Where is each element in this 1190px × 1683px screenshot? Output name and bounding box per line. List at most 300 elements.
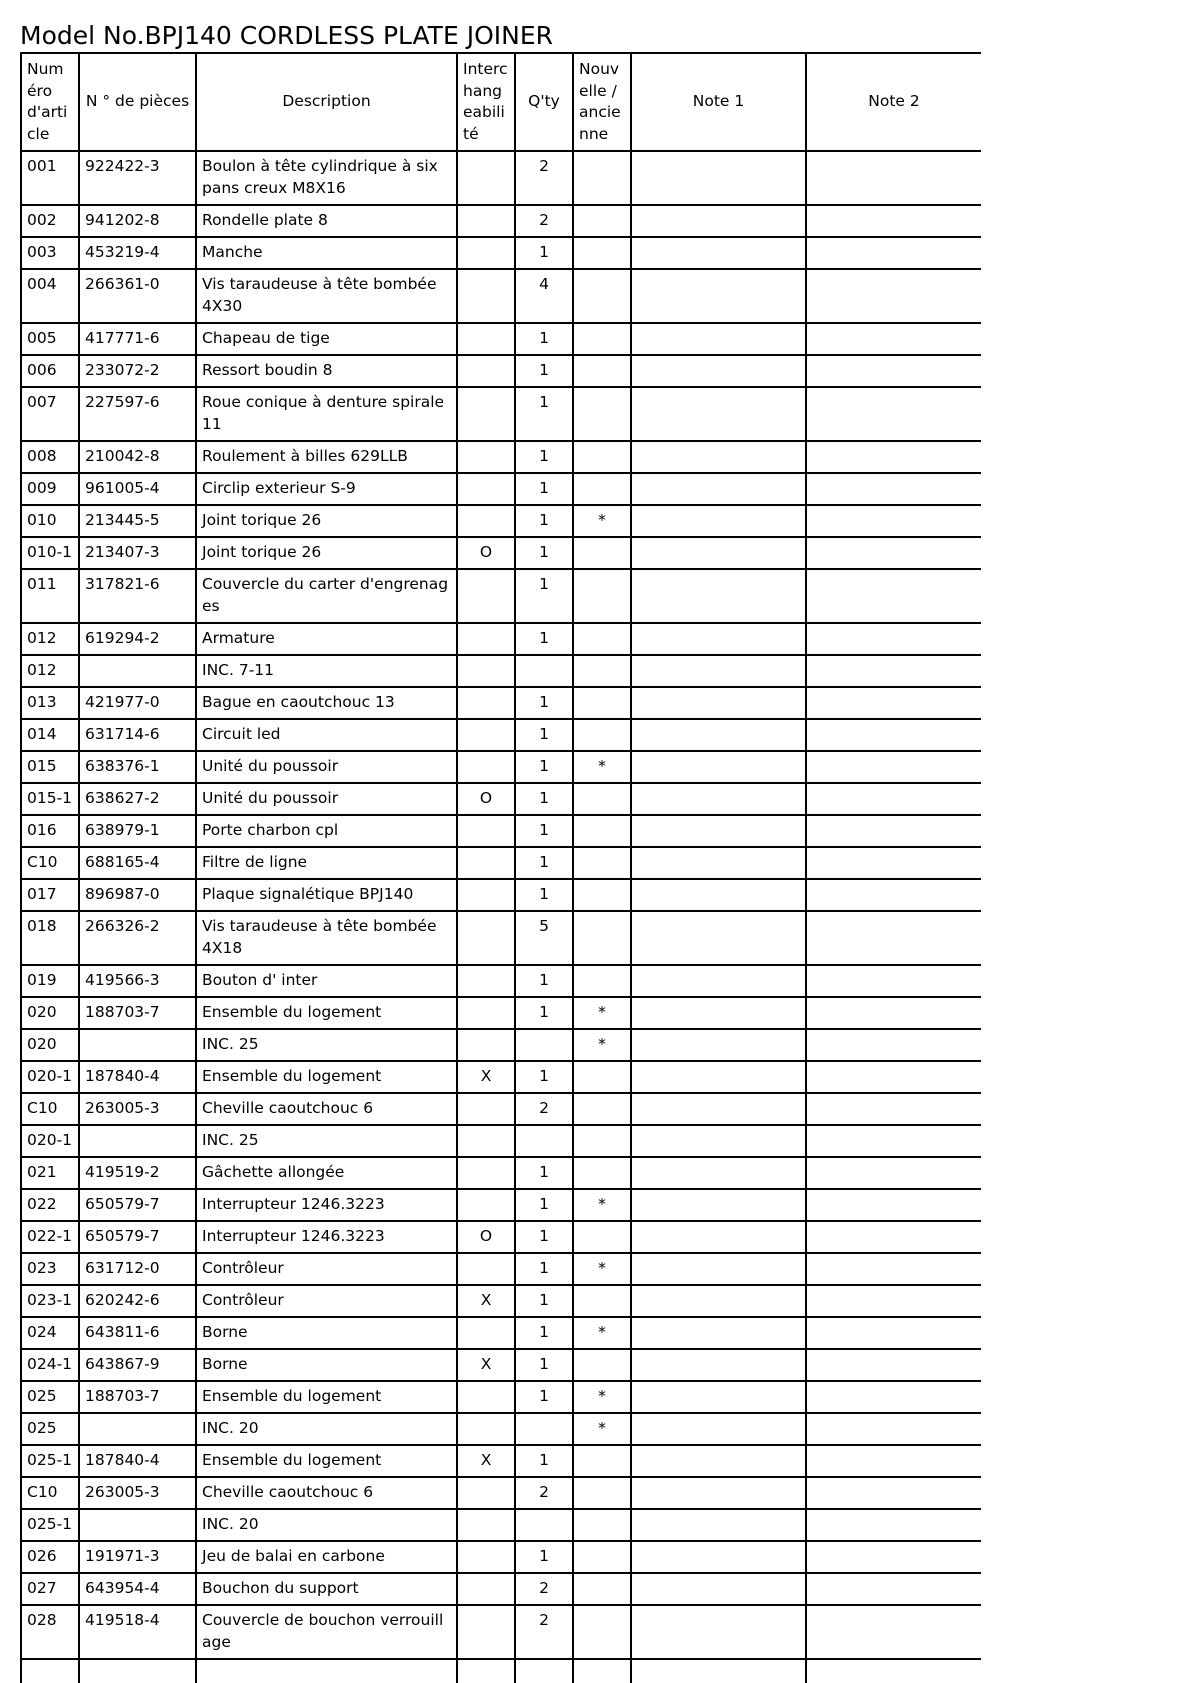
cell-item-no: 002 [21,205,79,237]
cell-part-no: 317821-6 [79,569,196,623]
cell-qty [515,1509,573,1541]
cell-description: Roulement à billes 629LLB [196,441,457,473]
cell-description: Ensemble du logement [196,997,457,1029]
cell-interchangeability [457,1029,515,1061]
table-row [21,1413,981,1445]
cell-note2 [806,1541,981,1573]
cell-note2 [806,269,981,323]
cell-interchangeability [457,687,515,719]
table-row [21,1349,981,1381]
cell-note1 [631,1317,806,1349]
cell-interchangeability [457,751,515,783]
table-row [21,879,981,911]
cell-item-no: 015 [21,751,79,783]
cell-interchangeability [457,1125,515,1157]
cell-note2 [806,1605,981,1659]
cell-item-no: 010 [21,505,79,537]
cell-note2 [806,751,981,783]
cell-item-no: 008 [21,441,79,473]
cell-new-old [573,473,631,505]
cell-part-no: 643954-4 [79,1573,196,1605]
cell-note1 [631,1061,806,1093]
cell-qty: 5 [515,911,573,965]
cell-description: INC. 25 [196,1125,457,1157]
cell-part-no: 688165-4 [79,847,196,879]
table-row [21,1317,981,1349]
cell-part-no: 187840-4 [79,1061,196,1093]
cell-description: Couvercle de bouchon verrouillage [196,1605,457,1659]
table-row [21,1605,981,1659]
cell-description: Bouchon du support [196,1573,457,1605]
cell-item-no: 010-1 [21,537,79,569]
cell-note1 [631,1157,806,1189]
table-row [21,473,981,505]
cell-description: INC. 7-11 [196,655,457,687]
cell-part-no: 922422-3 [79,151,196,205]
cell-part-no: 188703-7 [79,1381,196,1413]
cell-new-old [573,1349,631,1381]
table-row [21,505,981,537]
cell-note2 [806,965,981,997]
cell-new-old [573,687,631,719]
cell-interchangeability [457,1605,515,1659]
cell-part-no [79,1659,196,1683]
cell-item-no: 007 [21,387,79,441]
cell-note2 [806,879,981,911]
cell-description: Joint torique 26 [196,505,457,537]
cell-description: Couvercle du carter d'engrenages [196,569,457,623]
cell-item-no: 025-1 [21,1509,79,1541]
table-row [21,911,981,965]
cell-description: Boulon à tête cylindrique à six pans creux M8X16 [196,151,457,205]
cell-new-old: * [573,1253,631,1285]
cell-description: Armature [196,623,457,655]
cell-part-no: 638627-2 [79,783,196,815]
cell-new-old [573,1221,631,1253]
cell-part-no: 896987-0 [79,879,196,911]
cell-part-no: 643811-6 [79,1317,196,1349]
cell-note2 [806,655,981,687]
cell-note1 [631,1381,806,1413]
cell-item-no: 023 [21,1253,79,1285]
header-note2: Note 2 [806,53,981,151]
cell-note2 [806,473,981,505]
cell-interchangeability [457,997,515,1029]
cell-part-no: 213407-3 [79,537,196,569]
cell-item-no: 019 [21,965,79,997]
cell-description: INC. 25 [196,1029,457,1061]
cell-note1 [631,1029,806,1061]
cell-new-old [573,1125,631,1157]
cell-interchangeability [457,1413,515,1445]
cell-qty: 1 [515,1221,573,1253]
cell-qty: 1 [515,569,573,623]
cell-interchangeability [457,323,515,355]
cell-new-old [573,1573,631,1605]
cell-description: Borne [196,1317,457,1349]
table-row [21,1061,981,1093]
cell-item-no: 020-1 [21,1125,79,1157]
cell-description: Cheville caoutchouc 6 [196,1477,457,1509]
table-row [21,205,981,237]
cell-qty: 1 [515,1317,573,1349]
cell-note2 [806,237,981,269]
cell-note2 [806,1125,981,1157]
cell-note2 [806,1317,981,1349]
cell-description: Manche [196,237,457,269]
cell-note1 [631,151,806,205]
table-row [21,237,981,269]
cell-item-no: 006 [21,355,79,387]
table-row [21,441,981,473]
table-row [21,1093,981,1125]
table-row [21,537,981,569]
cell-note1 [631,655,806,687]
cell-item-no: 013 [21,687,79,719]
cell-item-no: 024-1 [21,1349,79,1381]
cell-qty [515,1029,573,1061]
table-row [21,1285,981,1317]
cell-item-no: 012 [21,655,79,687]
cell-item-no: 011 [21,569,79,623]
cell-new-old [573,269,631,323]
cell-new-old [573,719,631,751]
cell-description: Plaque signalétique BPJ140 [196,879,457,911]
cell-note1 [631,505,806,537]
cell-note1 [631,1125,806,1157]
cell-description: Roue conique à denture spirale 11 [196,387,457,441]
cell-interchangeability [457,911,515,965]
table-row [21,569,981,623]
parts-table [20,52,981,1683]
cell-note1 [631,879,806,911]
cell-note1 [631,1573,806,1605]
cell-interchangeability [457,1157,515,1189]
cell-note1 [631,1541,806,1573]
cell-new-old [573,1477,631,1509]
cell-new-old [573,151,631,205]
cell-note2 [806,1157,981,1189]
cell-qty: 1 [515,623,573,655]
cell-description: Ensemble du logement [196,1445,457,1477]
table-row [21,1659,981,1683]
cell-interchangeability [457,1659,515,1683]
cell-note1 [631,687,806,719]
cell-part-no: 650579-7 [79,1221,196,1253]
cell-qty: 1 [515,1349,573,1381]
cell-description: Filtre de ligne [196,847,457,879]
cell-item-no: 018 [21,911,79,965]
cell-qty: 1 [515,441,573,473]
cell-note1 [631,911,806,965]
cell-note2 [806,1349,981,1381]
table-row [21,1189,981,1221]
table-row [21,719,981,751]
cell-interchangeability [457,815,515,847]
cell-description: Chapeau de tige [196,323,457,355]
header-interchangeability: Interchangeabilité [457,53,515,151]
cell-new-old [573,879,631,911]
cell-note2 [806,623,981,655]
cell-item-no: 001 [21,151,79,205]
cell-new-old [573,783,631,815]
cell-interchangeability [457,1381,515,1413]
cell-note1 [631,751,806,783]
cell-interchangeability [457,1253,515,1285]
cell-description: Ensemble du logement [196,1381,457,1413]
cell-new-old [573,441,631,473]
cell-new-old [573,569,631,623]
cell-part-no: 453219-4 [79,237,196,269]
cell-qty: 2 [515,205,573,237]
cell-item-no: 025-1 [21,1445,79,1477]
cell-note1 [631,355,806,387]
cell-description: INC. 20 [196,1509,457,1541]
cell-note1 [631,719,806,751]
cell-item-no: 020 [21,997,79,1029]
cell-part-no: 631712-0 [79,1253,196,1285]
cell-qty: 1 [515,997,573,1029]
cell-new-old [573,911,631,965]
cell-part-no [79,1029,196,1061]
cell-description: Ensemble du logement [196,1061,457,1093]
cell-part-no: 620242-6 [79,1285,196,1317]
cell-note2 [806,387,981,441]
cell-interchangeability [457,879,515,911]
cell-qty: 1 [515,1061,573,1093]
cell-note1 [631,623,806,655]
cell-item-no: C10 [21,847,79,879]
cell-note2 [806,151,981,205]
cell-part-no [79,1125,196,1157]
cell-description: Contrôleur [196,1285,457,1317]
cell-note2 [806,911,981,965]
cell-item-no: 025 [21,1413,79,1445]
cell-note2 [806,1573,981,1605]
cell-note2 [806,355,981,387]
cell-part-no: 619294-2 [79,623,196,655]
cell-qty: 1 [515,537,573,569]
cell-interchangeability [457,205,515,237]
cell-note1 [631,323,806,355]
cell-description: INC. 20 [196,1413,457,1445]
cell-qty: 1 [515,505,573,537]
cell-description: Vis taraudeuse à tête bombée 4X18 [196,911,457,965]
cell-note2 [806,1221,981,1253]
header-qty: Q'ty [515,53,573,151]
cell-part-no: 650579-7 [79,1189,196,1221]
cell-new-old [573,1445,631,1477]
cell-part-no: 417771-6 [79,323,196,355]
cell-interchangeability [457,719,515,751]
cell-part-no: 263005-3 [79,1093,196,1125]
cell-interchangeability: O [457,1221,515,1253]
cell-new-old: * [573,1381,631,1413]
cell-new-old [573,965,631,997]
cell-note2 [806,1381,981,1413]
cell-note1 [631,847,806,879]
cell-qty: 1 [515,687,573,719]
cell-part-no: 213445-5 [79,505,196,537]
cell-new-old [573,1509,631,1541]
cell-note2 [806,997,981,1029]
cell-note1 [631,997,806,1029]
cell-new-old: * [573,751,631,783]
cell-item-no: 005 [21,323,79,355]
cell-note2 [806,783,981,815]
cell-interchangeability [457,1189,515,1221]
cell-part-no: 638376-1 [79,751,196,783]
cell-item-no: 021 [21,1157,79,1189]
cell-interchangeability [457,269,515,323]
cell-qty [515,655,573,687]
cell-note1 [631,965,806,997]
cell-part-no [79,655,196,687]
table-row [21,965,981,997]
page-title: Model No.BPJ140 CORDLESS PLATE JOINER [20,21,553,50]
cell-part-no [79,1413,196,1445]
cell-interchangeability [457,569,515,623]
cell-new-old [573,815,631,847]
table-row [21,997,981,1029]
table-row [21,387,981,441]
cell-note2 [806,569,981,623]
cell-new-old [573,355,631,387]
cell-note1 [631,1285,806,1317]
table-row [21,623,981,655]
cell-qty: 1 [515,1541,573,1573]
cell-description: Cheville caoutchouc 6 [196,1093,457,1125]
cell-note2 [806,1093,981,1125]
cell-note1 [631,1349,806,1381]
cell-note2 [806,1477,981,1509]
cell-note2 [806,441,981,473]
cell-interchangeability: X [457,1445,515,1477]
cell-new-old: * [573,1413,631,1445]
cell-interchangeability [457,1317,515,1349]
cell-description: Gâchette allongée [196,1157,457,1189]
cell-part-no: 941202-8 [79,205,196,237]
cell-part-no: 638979-1 [79,815,196,847]
cell-new-old: * [573,505,631,537]
cell-part-no: 961005-4 [79,473,196,505]
cell-interchangeability [457,237,515,269]
cell-qty: 1 [515,751,573,783]
table-row [21,151,981,205]
cell-item-no [21,1659,79,1683]
cell-description: Joint torique 26 [196,537,457,569]
table-row [21,655,981,687]
cell-part-no: 421977-0 [79,687,196,719]
table-row [21,687,981,719]
table-row [21,1477,981,1509]
cell-qty: 1 [515,847,573,879]
cell-part-no: 631714-6 [79,719,196,751]
cell-qty: 2 [515,1605,573,1659]
cell-note1 [631,205,806,237]
cell-description: Jeu de balai en carbone [196,1541,457,1573]
cell-description: Interrupteur 1246.3223 [196,1189,457,1221]
table-header-row [21,53,981,151]
cell-note1 [631,1189,806,1221]
cell-note2 [806,537,981,569]
cell-note1 [631,1445,806,1477]
table-row [21,323,981,355]
cell-note1 [631,1605,806,1659]
table-row [21,1445,981,1477]
cell-qty [515,1125,573,1157]
cell-new-old [573,1157,631,1189]
table-row [21,847,981,879]
cell-qty: 1 [515,815,573,847]
cell-qty [515,1659,573,1683]
cell-item-no: 025 [21,1381,79,1413]
cell-qty: 1 [515,323,573,355]
cell-new-old: * [573,1189,631,1221]
cell-description: Circuit led [196,719,457,751]
cell-note2 [806,1061,981,1093]
table-row [21,1573,981,1605]
cell-part-no: 419518-4 [79,1605,196,1659]
cell-note1 [631,1659,806,1683]
cell-part-no: 191971-3 [79,1541,196,1573]
cell-description: Bague en caoutchouc 13 [196,687,457,719]
cell-note1 [631,1509,806,1541]
cell-item-no: 015-1 [21,783,79,815]
cell-note1 [631,815,806,847]
cell-description: Borne [196,1349,457,1381]
table-row [21,751,981,783]
cell-interchangeability [457,387,515,441]
cell-interchangeability [457,623,515,655]
cell-interchangeability [457,1093,515,1125]
cell-interchangeability [457,1477,515,1509]
cell-note1 [631,1221,806,1253]
cell-item-no: 026 [21,1541,79,1573]
cell-item-no: C10 [21,1477,79,1509]
cell-part-no: 266361-0 [79,269,196,323]
cell-item-no: 028 [21,1605,79,1659]
cell-note2 [806,1445,981,1477]
cell-description: Unité du poussoir [196,751,457,783]
table-row [21,355,981,387]
table-row [21,783,981,815]
cell-note2 [806,815,981,847]
cell-note2 [806,687,981,719]
header-part-no: N ° de pièces [79,53,196,151]
cell-item-no: 016 [21,815,79,847]
cell-note2 [806,1659,981,1683]
cell-qty: 1 [515,473,573,505]
cell-note2 [806,1253,981,1285]
cell-qty: 1 [515,719,573,751]
cell-new-old [573,655,631,687]
cell-part-no: 266326-2 [79,911,196,965]
cell-interchangeability [457,655,515,687]
cell-note2 [806,1509,981,1541]
cell-qty: 1 [515,1189,573,1221]
cell-new-old: * [573,1317,631,1349]
cell-qty: 2 [515,151,573,205]
table-row [21,1125,981,1157]
cell-qty: 1 [515,965,573,997]
cell-item-no: 020 [21,1029,79,1061]
cell-new-old [573,537,631,569]
cell-note2 [806,1413,981,1445]
cell-part-no: 227597-6 [79,387,196,441]
cell-interchangeability [457,441,515,473]
cell-new-old: * [573,1029,631,1061]
